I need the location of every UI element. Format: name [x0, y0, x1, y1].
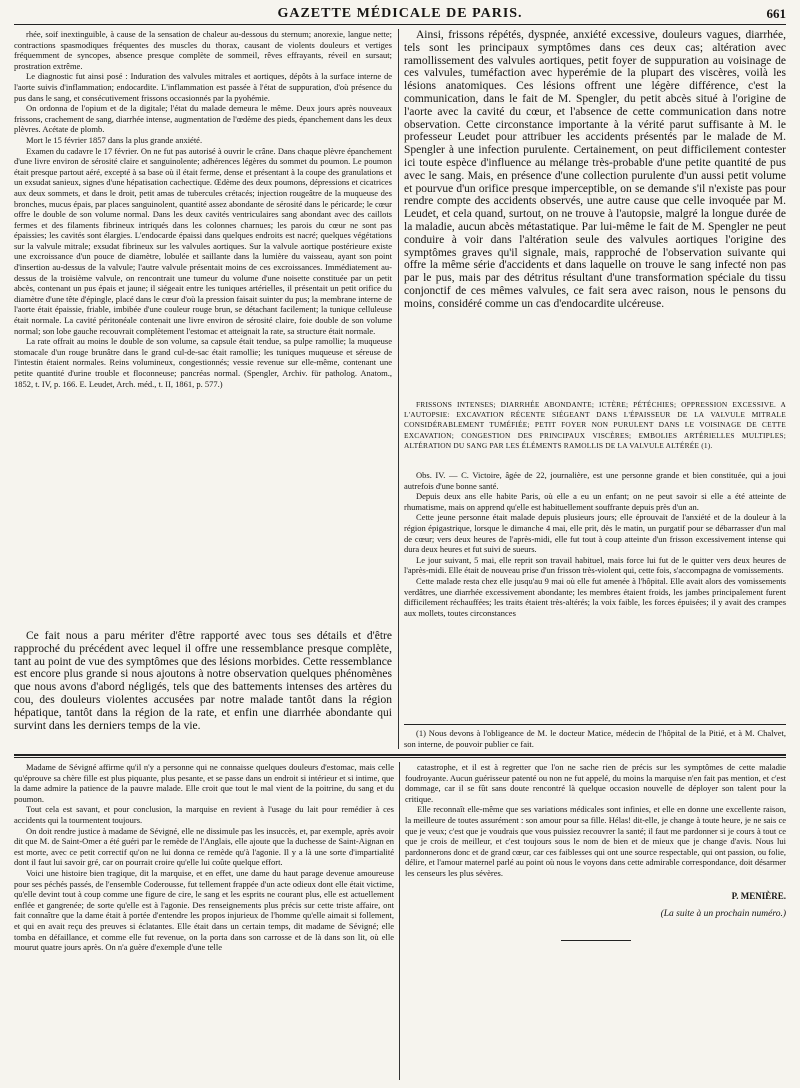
- continuation-note: (La suite à un prochain numéro.): [660, 909, 786, 920]
- paragraph: catastrophe, et il est à regretter que l'on ne sache rien de précis sur les symptômes de cette maladie foudroyante. Aucun guérisseur patenté ou non ne fut appelé, du moins la marquise n'en fait pas mention, et c'est dommage, car il se fût sans doute rencontré là quelque occasion nouvelle de déployer son talent pour la critique.: [405, 762, 786, 804]
- feuilleton-rule: [14, 754, 786, 756]
- paragraph: Madame de Sévigné affirme qu'il n'y a personne qui ne connaisse quelques douleurs d'estomac, mais celle qu'éprouve sa chère fille est plus piquante, plus pesante, et se passe dans un endroit si intérieur et si intime, que la dame admire la patience de la pauvre malade. Elle croit que tout le mal vient de la poitrine, du sang et du poumon.: [14, 762, 394, 804]
- feuilleton-divider: [399, 762, 400, 1080]
- paragraph: Cette jeune personne était malade depuis plusieurs jours; elle éprouvait de l'anxiété et de la douleur à la région épigastrique, lorsque le dimanche 4 mai, elle prit, dès le matin, un purgatif pour se débarrasser d'un mal de cœur; vers deux heures de l'après-midi, elle fut tout à coup atteinte d'un frisson excessivement intense qui dura deux heures et fut suivi de sueurs.: [404, 512, 786, 555]
- paragraph: Depuis deux ans elle habite Paris, où elle a eu un enfant; on ne peut savoir si elle a été atteinte de rhumatisme, mais on apprend qu'elle est habituellement souffrante depuis près d'un an.: [404, 491, 786, 512]
- paragraph: On doit rendre justice à madame de Sévigné, elle ne dissimule pas les insuccès, et, par exemple, après avoir dit que M. de Saint-Omer a été guéri par le remède de l'Anglais, elle ajoute que la duchesse de Saint-Aignan en est morte, avec ce petit correctif qu'on ne lui donna ce remède qu'à l'agonie. Il y a là une sorte d'impartialité dont il faut lui savoir gré, car on pourrait croire qu'elle lui coûte quelque effort.: [14, 825, 394, 868]
- page-number: 661: [766, 6, 786, 21]
- header-rule: [14, 24, 786, 25]
- observation-summary: [404, 400, 786, 466]
- footnote-rule: [404, 724, 786, 725]
- footnote: [404, 728, 786, 750]
- paragraph: Ainsi, frissons répétés, dyspnée, anxiété excessive, douleurs vagues, diarrhée, tels sont les principaux symptômes dans ces deux cas; altération avec ramollissement des valvules aortiques, petit foyer de suppuration au voisinage de ces valvules, tuméfaction avec hyperémie de la plupart des viscères, voilà les lésions anatomiques. Ces lésions offrent une légère différence, c'est la communication, dans le fait de M. Spengler, du petit abcès situé à l'origine de l'aorte avec la cavité du cœur, et l'absence de cette communication dans notre observation. Cette circonstance importante à la vérité parut suffisante à M. le professeur Leudet pour attribuer les accidents présentés par le malade de M. Spengler à une infection purulente. Certainement, on peut difficilement contester ici toute espèce d'influence au mélange très-probable d'une petite quantité de pus avec le sang. Mais, en présence d'une collection purulente d'un aussi petit volume et pourvue d'un orifice presque imperceptible, on se demande s'il n'existe pas pour rendre compte des accidents observés, une autre cause que celle invoquée par M. Leudet, et cela quand, surtout, on ne trouve à l'autopsie, malgré la longue durée de la maladie, aucun abcès métastatique. Par lui-même le fait de M. Spengler ne peut conduire à voir dans l'altération seule des valvules aortiques l'origine des symptômes graves qu'il signale, mais, rapproché de l'observation suivante qui offre la même série d'accidents et dans laquelle on trouve le sang infecté non pas par le pus, mais par des détritus résultant d'une transformation spéciale du tissu conjonctif de ces mêmes valvules, ce fait sera avec raison, nous le pensons du moins, considéré comme un cas d'endocardite ulcéreuse.: [404, 29, 786, 310]
- paragraph: Mort le 15 février 1857 dans la plus grande anxiété.: [26, 134, 203, 145]
- paragraph: Voici une histoire bien tragique, dit la marquise, et en effet, une dame du haut parage devenue amoureuse pour ses péchés passés, de l'ensemble Coderousse, fut tellement frappée d'un acte odieux dont elle était victime, qu'elle devint tout à coup comme une figure de cire, le sang et les esprits ne courant plus, elle est actuellement enflée et gangrenée; de sorte qu'elle est à l'agonie. Des renseignements plus précis sur cette triste affaire, ont fait connaître que la dame était à portée d'entendre les propos injurieux de l'homme qu'elle aimait si follement, et qui en avait reçu des preuves si éclatantes. Elle était dans un certain temps, dit madame de Sévigné; elle tomba en défaillance, et comme elle fut revenue, on la porta dans son carrosse et de là dans son lit, où elle mourut quatre jours après. On n'a guère d'exemple d'une telle: [14, 867, 394, 953]
- column-divider: [398, 29, 399, 749]
- paragraph: Obs. IV. — C. Victoire, âgée de 22, journalière, est une personne grande et bien constituée, qui a joui autrefois d'une bonne santé.: [404, 470, 786, 491]
- paragraph: Cette malade resta chez elle jusqu'au 9 mai où elle fut amenée à l'hôpital. Elle avait alors des vomissements verdâtres, une diarrhée excessivement abondante; les membres étaient froids, les jambes principalement furent difficilement réchauffées; les traits étaient très-altérés; la voix faible, les forces épuisées; il y avait des crampes aux mollets, toutes circonstances: [404, 575, 786, 618]
- page-header: [14, 6, 786, 24]
- paragraph: Elle reconnaît elle-même que ses variations médicales sont infinies, et elle en donne une excellente raison, la meilleure de toutes assurément : son amour pour sa fille. Hélas! dit-elle, je change à toute heure, je ne sais ce que je veux; c'est que je voudrais que vous puissiez recouvrer la santé; il faut me pardonner si je cours à tout ce que je crois de meilleur, et c'est toujours sous le nom de bien et de mieux que je change d'avis. Nous lui pardonnerons donc et de grand cœur, car ces faiblesses qui ont une source respectable, qui ont passion, ou folie, délire, et l'amour maternel parlé au point où nous le voyons dans cette admirable correspondance, doit désarmer les censeurs les plus sévères.: [405, 804, 786, 878]
- feuilleton-rule-thin: [14, 757, 786, 758]
- end-rule: [561, 940, 631, 941]
- paragraph: Le diagnostic fut ainsi posé : Induration des valvules mitrales et aortiques, dépôts à la surface interne de l'aorte suivis d'inflammation; endocardite. L'inflammation est passée à l'état de suppuration, d'où présence du pus dans le sang, et consécutivement frissons occasionnés par la pyohémie.: [14, 71, 392, 103]
- paragraph: Examen du cadavre le 17 février. On ne fut pas autorisé à ouvrir le crâne. Dans chaque plèvre épanchement d'une livre environ de sérosité claire et sanguinolente; adhérences légères du sommet du poumon. Le poumon était presque partout aéré, excepté à sa base où il était ferme, dense et présentant à la coupe des granulations et un exsudat sanieux, signes d'une hépatisation cachectique. Œdème des deux poumons, dépressions et cicatrices aux deux sommets, et dans le droit, petit amas de tubercules crétacés; injection rougeâtre de la muqueuse des bronches, mucus épais, par places sanguinolent, quantité assez abondante de sérosité dans le péricarde; le cœur offre le double de son volume normal. Dans les deux cavités ventriculaires sang abondant avec des caillots fermes et des filaments fibrineux intriqués dans les colonnes charnues; les parois du cœur ne sont pas épaissies; les cavités sont élargies. L'endocarde épaissi dans quelques endroits est nacré; quelques végétations sur la valvule mitrale; exsudat fibrineux sur les valvules aortiques. Sur la valvule aortique postérieure existe une excroissance d'un pouce de diamètre, lobulée et saillante dans la lumière du vaisseau, ayant son point d'insertion au-dessus de la valvule; l'autre valvule présentait moins de ces excroissances. Immédiatement au-dessus de la troisième valvule, on rencontrait une tumeur du volume d'une noisette constituée par un petit abcès, contenant un pus épais et jaune; il siégeait entre les tuniques artérielles, il présentait un petit orifice du diamètre d'une tête d'épingle, placé dans le cœur d'où la pression faisait suinter du pus; la membrane interne de l'aorte était épaissie, friable, imbibée d'une couleur rouge brun, se détachant facilement; la tunique celluleuse était normale. La cavité péritonéale contenait une livre environ de sérosité claire, foie double de son volume normal; son lobe gauche recouvrait complètement l'estomac et atteignait la rate, sa structure était normale.: [14, 145, 392, 336]
- author-signature: P. MENIÈRE.: [731, 890, 786, 901]
- paragraph: (1) Nous devons à l'obligeance de M. le docteur Matice, médecin de l'hôpital de la Pitié, et à M. Chalvet, son interne, de pouvoir publier ce fait.: [404, 728, 786, 749]
- paragraph: rhée, soif inextinguible, à cause de la sensation de chaleur au-dessous du sternum; anorexie, langue nette; contractions spasmodiques fréquentes des muscles du thorax, causant de violents douleurs et vertiges fréquemment de syncopes, absence presque complète de sommeil, rêves effrayants, réveil en sursaut; prostration extrême.: [14, 29, 392, 71]
- journal-title: GAZETTE MÉDICALE DE PARIS.: [277, 6, 523, 21]
- commentary-left: [14, 630, 392, 746]
- paragraph: Le jour suivant, 5 mai, elle reprit son travail habituel, mais force lui fut de le quitter vers deux heures de l'après-midi. Elle était de nouveau prise d'un frisson très-violent qui, cette fois, s'accompagna de vomissements.: [404, 554, 786, 576]
- paragraph: On ordonna de l'opium et de la digitale; l'état du malade demeura le même. Deux jours après nouveaux frissons, crachement de sang, diarrhée intense, augmentation de l'œdème des pieds, épanchement dans les deux plèvres. Acétate de plomb.: [14, 103, 392, 135]
- paragraph: La rate offrait au moins le double de son volume, sa capsule était tendue, sa pulpe ramollie; la muqueuse stomacale d'un rouge brunâtre dans le grand cul-de-sac était ramollie; les tuniques muqueuse et séreuse de l'intestin étaient normales. Reins volumineux, congestionnés; vessie revenue sur elle-même, contenant une petite quantité d'urine trouble et floconneuse; pancréas normal. (Spengler, Archiv. für patholog. Anatom., 1852, t. IV, p. 166. E. Leudet, Arch. méd., t. II, 1861, p. 577.): [14, 336, 392, 389]
- observation-four: [404, 470, 786, 726]
- feuilleton-left-column: [14, 762, 394, 1082]
- top-left-column: [14, 29, 392, 629]
- paragraph: Tout cela est savant, et pour conclusion, la marquise en revient à l'usage du lait pour remédier à ces accidents qui la tourmentent toujours.: [14, 804, 394, 825]
- paragraph: FRISSONS INTENSES; DIARRHÉE ABONDANTE; ICTÈRE; PÉTÉCHIES; OPPRESSION EXCESSIVE. A L'AUTOPSIE: EXCAVATION RÉCENTE SIÉGEANT DANS L'ÉPAISSEUR DE LA VALVULE MITRALE CONSIDÉRABLEMENT TUMÉFIÉE; PETIT FOYER NON PURULENT DANS LE VOISINAGE DE CETTE EXCAVATION; CONGESTION DES PRINCIPAUX VISCÈRES; EMBOLIES ARTÉRIELLES MULTIPLES; ALTÉRATION DU SANG PAR LES ÉLÉMENTS RAMOLLIS DE LA VALVULE ALTÉRÉE (1).: [404, 400, 786, 450]
- feuilleton-right-column: [405, 762, 786, 1082]
- paragraph: Ce fait nous a paru mériter d'être rapporté avec tous ses détails et d'être rapproché du précédent avec lequel il offre une ressemblance presque complète, tant au point de vue des symptômes que des lésions morbides. Cette ressemblance est encore plus grande si nous ajoutons à notre observation quelques phénomènes que nous avons d'abord négligés, tels que des battements intenses des artères du cou, des douleurs violentes accusées par notre malade tantôt dans la région hépatique, tantôt dans la région de la rate, et enfin une diarrhée abondante qui survint dans les derniers temps de la vie.: [14, 630, 392, 732]
- commentary-right: [404, 29, 786, 395]
